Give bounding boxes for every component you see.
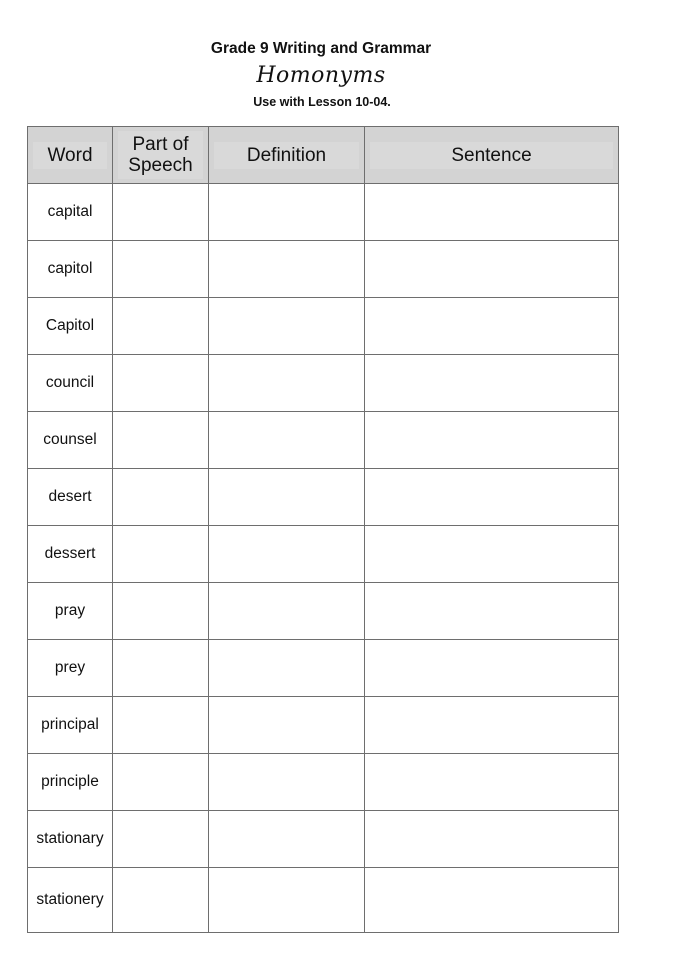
header-row — [28, 127, 619, 184]
word-cell — [28, 640, 113, 697]
word-cell — [28, 298, 113, 355]
word-cell — [28, 184, 113, 241]
sentence-cell[interactable] — [365, 754, 619, 811]
word-text: counsel — [43, 431, 97, 448]
part-of-speech-cell[interactable] — [113, 526, 209, 583]
worksheet-title: Grade 9 Writing and Grammar — [210, 40, 432, 57]
lesson-reference: Use with Lesson 10-04. — [253, 95, 391, 109]
word-text: stationary — [36, 830, 104, 847]
definition-cell[interactable] — [209, 241, 365, 298]
column-header-label: Part of Speech — [118, 131, 203, 179]
word-text: council — [45, 374, 95, 391]
part-of-speech-cell[interactable] — [113, 241, 209, 298]
part-of-speech-cell[interactable] — [113, 184, 209, 241]
word-text: dessert — [44, 545, 96, 562]
table-row — [28, 412, 619, 469]
sentence-cell[interactable] — [365, 241, 619, 298]
column-header-sentence — [365, 127, 619, 184]
worksheet-subtitle: Homonyms — [256, 63, 386, 88]
sentence-cell[interactable] — [365, 697, 619, 754]
sentence-cell[interactable] — [365, 412, 619, 469]
word-cell — [28, 355, 113, 412]
word-text: principle — [41, 773, 99, 790]
word-cell — [28, 868, 113, 933]
table-row — [28, 868, 619, 933]
sentence-cell[interactable] — [365, 469, 619, 526]
table-row — [28, 640, 619, 697]
word-cell — [28, 469, 113, 526]
word-text: desert — [48, 488, 92, 505]
definition-cell[interactable] — [209, 355, 365, 412]
definition-cell[interactable] — [209, 412, 365, 469]
word-text: Capitol — [45, 317, 95, 334]
definition-cell[interactable] — [209, 811, 365, 868]
definition-cell[interactable] — [209, 868, 365, 933]
word-text: capitol — [47, 260, 93, 277]
part-of-speech-cell[interactable] — [113, 868, 209, 933]
table-row — [28, 526, 619, 583]
sentence-cell[interactable] — [365, 526, 619, 583]
table-row — [28, 697, 619, 754]
definition-cell[interactable] — [209, 184, 365, 241]
table-row — [28, 754, 619, 811]
word-cell — [28, 412, 113, 469]
word-text: pray — [54, 602, 86, 619]
word-text: prey — [54, 659, 86, 676]
column-header-label: Sentence — [370, 142, 613, 169]
table-row — [28, 355, 619, 412]
table-row — [28, 469, 619, 526]
part-of-speech-cell[interactable] — [113, 298, 209, 355]
sentence-cell[interactable] — [365, 355, 619, 412]
definition-cell[interactable] — [209, 583, 365, 640]
part-of-speech-cell[interactable] — [113, 469, 209, 526]
column-header-label: Definition — [214, 142, 359, 169]
column-header-word — [28, 127, 113, 184]
table-row — [28, 241, 619, 298]
column-header-part-of-speech — [113, 127, 209, 184]
table-row — [28, 583, 619, 640]
word-cell — [28, 583, 113, 640]
word-text: capital — [47, 203, 93, 220]
word-cell — [28, 697, 113, 754]
part-of-speech-cell[interactable] — [113, 697, 209, 754]
sentence-cell[interactable] — [365, 184, 619, 241]
definition-cell[interactable] — [209, 697, 365, 754]
part-of-speech-cell[interactable] — [113, 355, 209, 412]
table-row — [28, 298, 619, 355]
part-of-speech-cell[interactable] — [113, 412, 209, 469]
sentence-cell[interactable] — [365, 868, 619, 933]
column-header-definition — [209, 127, 365, 184]
homonyms-table — [27, 126, 619, 933]
definition-cell[interactable] — [209, 469, 365, 526]
column-header-label: Word — [33, 142, 107, 169]
table-row — [28, 184, 619, 241]
table-row — [28, 811, 619, 868]
definition-cell[interactable] — [209, 754, 365, 811]
part-of-speech-cell[interactable] — [113, 583, 209, 640]
definition-cell[interactable] — [209, 298, 365, 355]
sentence-cell[interactable] — [365, 583, 619, 640]
word-text: principal — [41, 716, 99, 733]
part-of-speech-cell[interactable] — [113, 640, 209, 697]
part-of-speech-cell[interactable] — [113, 811, 209, 868]
sentence-cell[interactable] — [365, 640, 619, 697]
word-cell — [28, 754, 113, 811]
part-of-speech-cell[interactable] — [113, 754, 209, 811]
definition-cell[interactable] — [209, 526, 365, 583]
word-text: stationery — [36, 891, 104, 908]
word-cell — [28, 811, 113, 868]
sentence-cell[interactable] — [365, 298, 619, 355]
word-cell — [28, 526, 113, 583]
word-cell — [28, 241, 113, 298]
sentence-cell[interactable] — [365, 811, 619, 868]
definition-cell[interactable] — [209, 640, 365, 697]
